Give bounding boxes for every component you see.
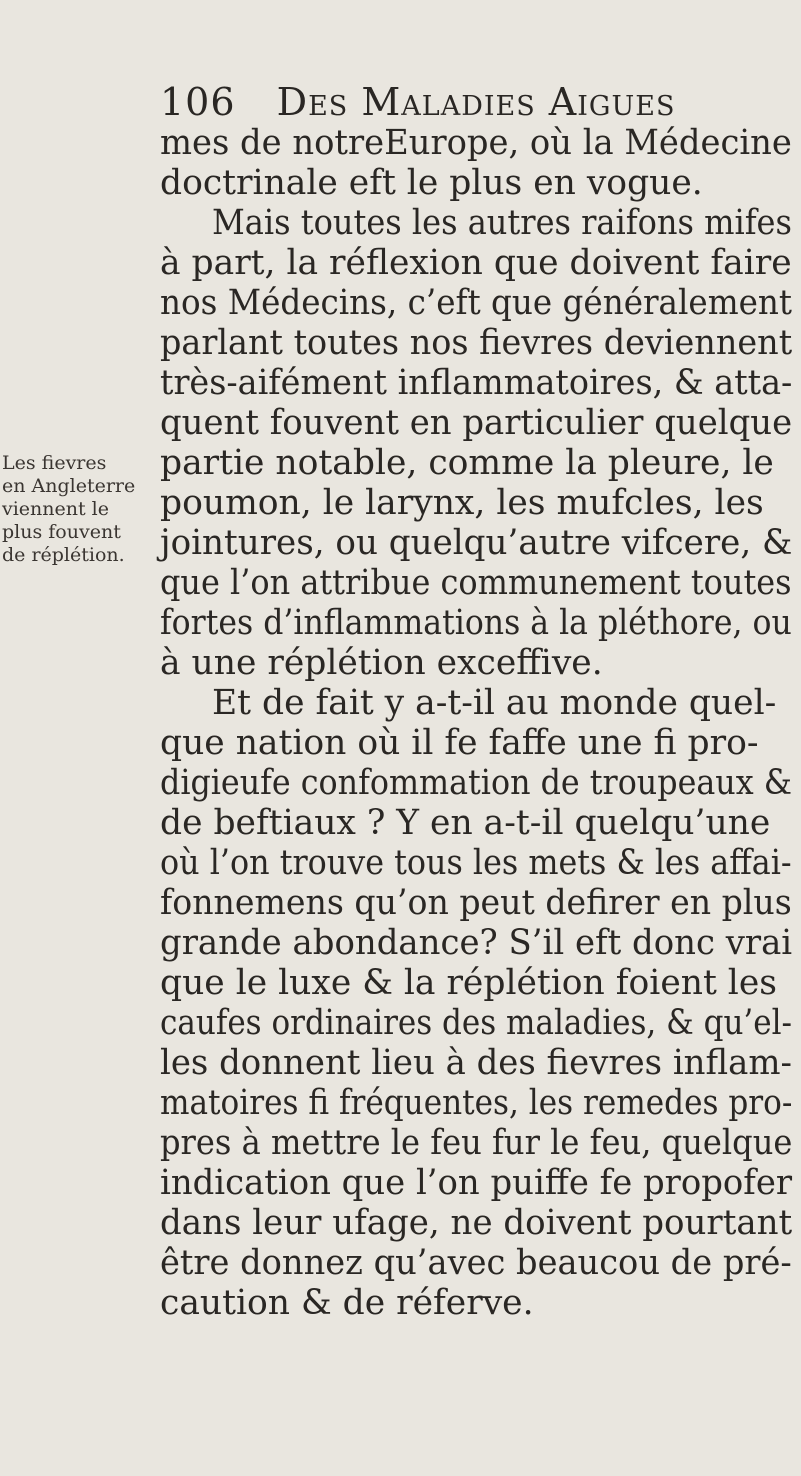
page-header — [160, 80, 675, 124]
text-line: caution & de réferve. — [160, 1283, 534, 1323]
margin-note-line: plus fouvent — [2, 521, 121, 543]
text-line: parlant toutes nos fievres deviennent — [160, 323, 793, 363]
text-line: matoires fi fréquentes, les remedes pro- — [160, 1083, 793, 1123]
text-line: jointures, ou quelqu’autre vifcere, & — [160, 523, 793, 563]
text-line: quent fouvent en particulier quelque — [160, 403, 793, 443]
text-line: caufes ordinaires des maladies, & qu’el- — [160, 1003, 793, 1043]
text-line: Mais toutes les autres raifons mifes — [212, 203, 792, 243]
text-line: pres à mettre le feu fur le feu, quelque — [160, 1123, 793, 1163]
text-line: grande abondance? S’il eft donc vrai — [160, 923, 793, 963]
margin-note-line: viennent le — [2, 498, 110, 520]
text-line: de beftiaux ? Y en a-t-il quelqu’une — [160, 803, 771, 843]
text-line: à part, la réflexion que doivent faire — [160, 243, 792, 283]
text-line: Et de fait y a-t-il au monde quel- — [212, 683, 777, 723]
text-line: être donnez qu’avec beaucou de pré- — [160, 1243, 792, 1283]
text-line: à une réplétion exceffive. — [160, 643, 603, 683]
text-line: les donnent lieu à des fievres inflam- — [160, 1043, 792, 1083]
text-line: indication que l’on puiffe fe propofer — [160, 1163, 793, 1203]
text-line: où l’on trouve tous les mets & les affai- — [160, 843, 792, 883]
text-line: poumon, le larynx, les mufcles, les — [160, 483, 764, 523]
text-line: que l’on attribue communement toutes — [160, 563, 792, 603]
margin-note-line: Les fievres — [2, 452, 107, 474]
text-line: fonnemens qu’on peut defirer en plus — [160, 883, 792, 923]
page-number: 106 — [160, 80, 236, 124]
running-title: Des Maladies Aigues — [276, 80, 676, 124]
margin-note-line: en Angleterre — [2, 475, 136, 497]
text-line: dans leur ufage, ne doivent pourtant — [160, 1203, 793, 1243]
text-line: nos Médecins, c’eft que généralement — [160, 283, 792, 323]
text-line: digieufe confommation de troupeaux & — [160, 763, 792, 803]
text-line: partie notable, comme la pleure, le — [160, 443, 774, 483]
text-line: fortes d’inflammations à la pléthore, ou — [160, 603, 792, 643]
text-line: doctrinale eft le plus en vogue. — [160, 163, 703, 203]
text-line: mes de notreEurope, où la Médecine — [160, 123, 792, 163]
margin-note — [2, 452, 142, 567]
text-line: que le luxe & la réplétion foient les — [160, 963, 777, 1003]
text-line: très-aifément inflammatoires, & atta- — [160, 363, 793, 403]
margin-note-line: de réplétion. — [2, 544, 125, 566]
text-line: que nation où il fe faffe une fi pro- — [160, 723, 759, 763]
